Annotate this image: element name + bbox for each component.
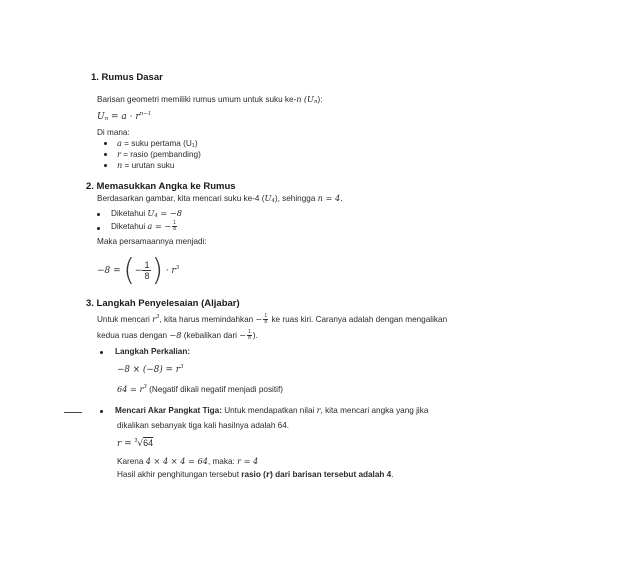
step1-equation-2: $64 = r^3$ (Negatif dikali negatif menjadi positif) — [117, 384, 283, 394]
bullet-icon — [100, 410, 103, 413]
section1-formula: $U_n = a \cdot r^{n-1}$ — [97, 111, 152, 122]
section2-bullet-2: Diketahui a = − $\frac{1}{8}$ — [111, 220, 177, 233]
section2-bullet-1: Diketahui $U_4 = -8$ — [111, 208, 182, 219]
section1-item-2: r = rasio (pembanding) — [117, 149, 201, 159]
step2-root-equation: r = $^3$√64 — [117, 438, 154, 449]
step2-line1: Mencari Akar Pangkat Tiga: Untuk mendapatkan nilai r, kita mencari angka yang jika — [115, 405, 429, 415]
bullet-icon — [97, 227, 100, 230]
step1-equation-1: $-8 \times (-8) = r^3$ — [117, 364, 184, 375]
section1-item-1: a = suku pertama $(U_1)$ — [117, 138, 198, 149]
section1-dimana: Di mana: — [97, 128, 130, 137]
section1-item-3: n = urutan suku — [117, 160, 175, 170]
section1-intro: Barisan geometri memiliki rumus umum untuk suku ke-n $(U_n)$: — [97, 94, 323, 105]
hasil-akhir: Hasil akhir penghitungan tersebut rasio (r) dari barisan tersebut adalah 4. — [117, 469, 394, 479]
section2-intro: Berdasarkan gambar, kita mencari suku ke-4 $(U_4)$, sehingga n = 4. — [97, 193, 343, 204]
section3-paragraph-line1: Untuk mencari $r^3$, kita harus memindahkan − $\frac{1}{8}$ ke ruas kiri. Caranya adalah dengan mengalikan — [97, 313, 448, 326]
bullet-icon — [104, 142, 107, 145]
section1-heading: 1. Rumus Dasar — [91, 72, 163, 83]
section2-equation: −8 = (− $\frac{1}{8}$ ) · $r^3$ — [97, 253, 180, 288]
step2-line2: dikalikan sebanyak tiga kali hasilnya adalah 64. — [117, 421, 290, 430]
bullet-icon — [97, 213, 100, 216]
divider — [64, 412, 82, 413]
step1-label: Langkah Perkalian: — [115, 347, 191, 356]
section3-paragraph-line2: kedua ruas dengan −8 (kebalikan dari − $\frac{1}{8}$ ). — [97, 329, 258, 342]
section2-maka: Maka persamaannya menjadi: — [97, 237, 207, 246]
section3-heading: 3. Langkah Penyelesaian (Aljabar) — [86, 298, 240, 309]
bullet-icon — [100, 351, 103, 354]
karena-line: Karena 4 × 4 × 4 = 64, maka: r = 4 — [117, 456, 259, 466]
bullet-icon — [104, 164, 107, 167]
bullet-icon — [104, 153, 107, 156]
section2-heading: 2. Memasukkan Angka ke Rumus — [86, 181, 236, 192]
